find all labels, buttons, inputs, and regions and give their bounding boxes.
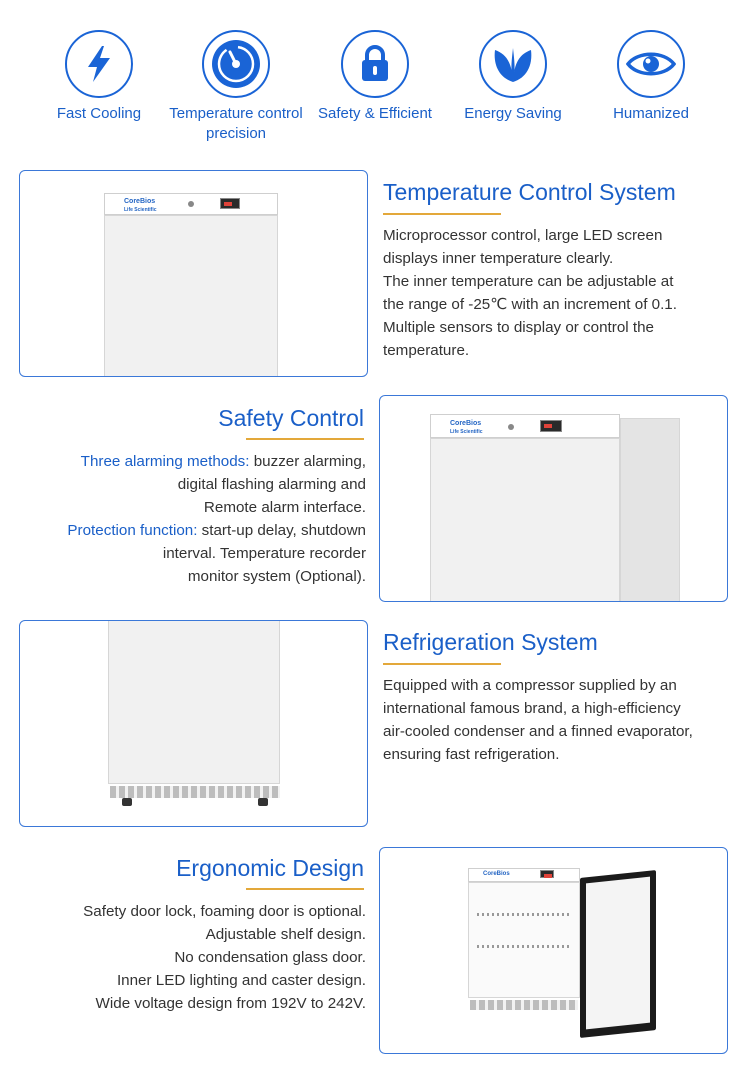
temperature-description: Microprocessor control, large LED screen displays inner temperature clearly. The inner temperature can be adjustable at the range of -25℃ with an increment of 0.1. Multiple sensors to display or control the temperature. [383, 227, 677, 359]
fridge-door [108, 620, 280, 784]
brand-logo: CoreBios [483, 871, 510, 877]
fridge-open-image [379, 847, 728, 1054]
refrigeration-title: Refrigeration System [383, 629, 598, 655]
ergonomic-title: Ergonomic Design [176, 855, 364, 881]
led-display [540, 420, 562, 432]
wire-shelf [477, 945, 571, 948]
refrigeration-description: Equipped with a compressor supplied by an international famous brand, a high-efficiency air-cooled condenser and a finned evaporator, ensuring fast refrigeration. [383, 677, 693, 763]
fridge-side [620, 418, 680, 602]
fridge-angled-image [379, 395, 728, 602]
open-door-panel [586, 877, 650, 1030]
feature-humanized [576, 30, 726, 124]
fridge-door [430, 438, 620, 602]
eye-icon [617, 30, 685, 98]
feature-label: Temperature control precision [169, 105, 303, 142]
fridge-knob [508, 424, 514, 430]
fridge-vent-grille [110, 786, 280, 798]
lightning-icon [65, 30, 133, 98]
safety-title: Safety Control [218, 405, 364, 431]
led-display [220, 198, 240, 209]
fridge-knob [188, 201, 194, 207]
feature-label: Fast Cooling [56, 105, 142, 122]
ergonomic-description: Safety door lock, foaming door is optional. Adjustable shelf design. No condensation glass door. Inner LED lighting and caster design. Wide voltage design from 192V to 242V. [83, 903, 366, 1012]
fridge-vent-grille [470, 1000, 578, 1010]
fridge-door [104, 215, 278, 377]
safety-description: Three alarming methods: buzzer alarming, digital flashing alarming and Remote alarm interface. Protection function: start-up delay, shutdown interval. Temperature recorder monitor system (Optional). [67, 453, 366, 585]
title-underline [383, 213, 501, 215]
feature-label: Safety & Efficient [318, 105, 432, 122]
fridge-interior [468, 882, 580, 998]
temperature-title: Temperature Control System [383, 179, 676, 205]
brand-logo: CoreBios Life Scientific [124, 198, 157, 213]
title-underline [383, 663, 501, 665]
wire-shelf [477, 913, 571, 916]
caster-wheel [258, 798, 268, 806]
title-underline [246, 438, 364, 440]
open-door [580, 870, 656, 1038]
caster-wheel [122, 798, 132, 806]
lock-icon [341, 30, 409, 98]
fridge-top-image [19, 170, 368, 377]
feature-icons-row [0, 30, 750, 150]
fridge-bottom-image [19, 620, 368, 827]
title-underline [246, 888, 364, 890]
leaf-icon [479, 30, 547, 98]
feature-temperature-precision [161, 30, 311, 144]
feature-label: Humanized [613, 105, 689, 122]
led-display [540, 870, 554, 878]
feature-safety-efficient [300, 30, 450, 124]
brand-logo: CoreBios Life Scientific [450, 420, 483, 435]
feature-fast-cooling [24, 30, 174, 124]
feature-label: Energy Saving [464, 105, 562, 122]
feature-energy-saving [438, 30, 588, 124]
thermometer-gauge-icon [202, 30, 270, 98]
